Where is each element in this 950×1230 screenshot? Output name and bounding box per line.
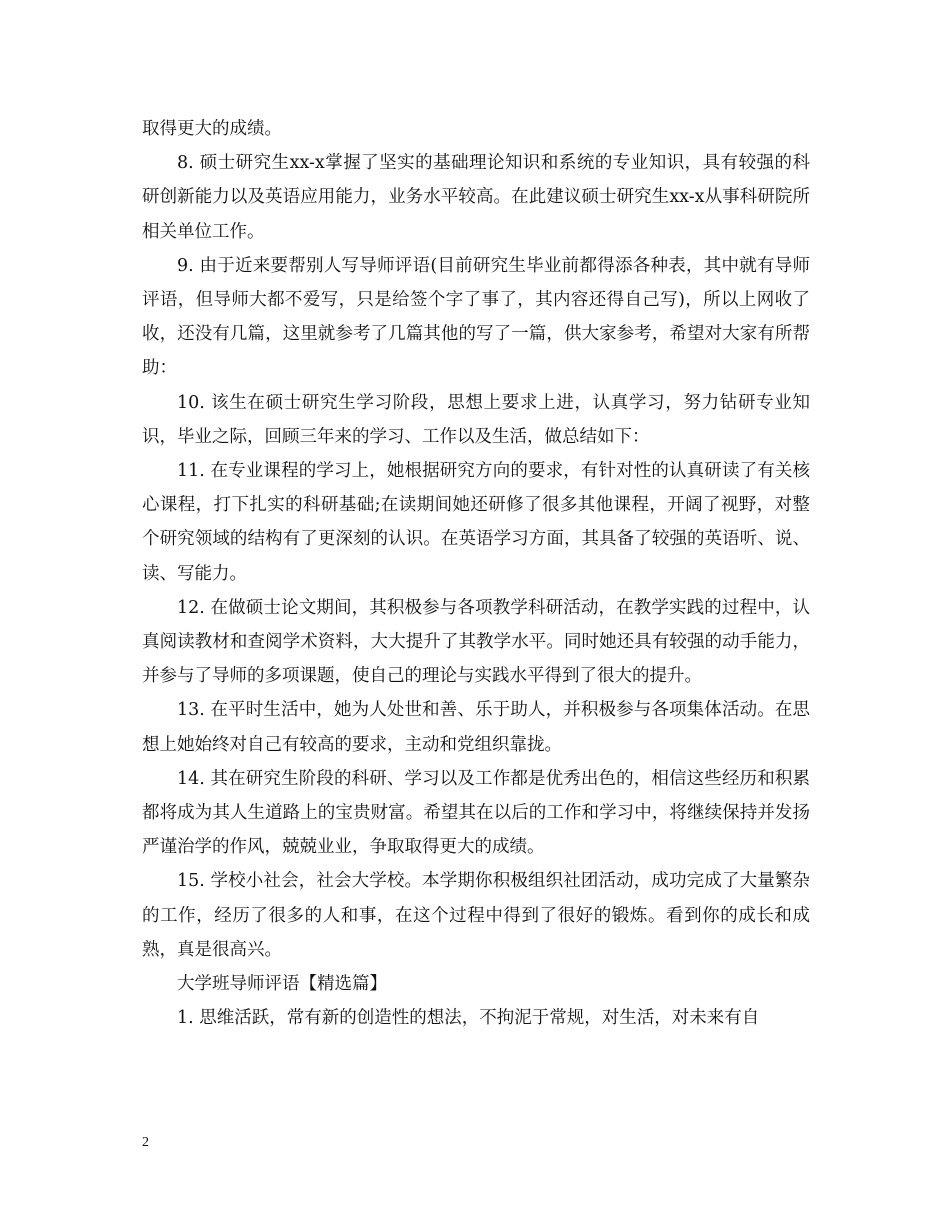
- paragraph-item-1: 1. 思维活跃，常有新的创造性的想法，不拘泥于常规，对生活，对未来有自: [177, 1008, 760, 1029]
- paragraph-item-10: 10. 该生在硕士研究生学习阶段，思想上要求上进，认真学习，努力钻研专业知识，毕业之际，回顾三年来的学习、工作以及生活，做总结如下：: [142, 392, 810, 447]
- page-number: 2: [142, 1135, 149, 1150]
- paragraph-item-11: 11. 在专业课程的学习上，她根据研究方向的要求，有针对性的认真研读了有关核心课程，打下扎实的科研基础;在读期间她还研修了很多其他课程，开阔了视野，对整个研究领域的结构有了更深刻的认识。在英语学习方面，其具备了较强的英语听、说、读、写能力。: [142, 461, 810, 584]
- paragraph-item-13: 13. 在平时生活中，她为人处世和善、乐于助人，并积极参与各项集体活动。在思想上她始终对自己有较高的要求，主动和党组织靠拢。: [142, 700, 810, 755]
- document-body: [142, 112, 810, 1035]
- paragraph-item-12: 12. 在做硕士论文期间，其积极参与各项教学科研活动，在教学实践的过程中，认真阅读教材和查阅学术资料，大大提升了其教学水平。同时她还具有较强的动手能力，并参与了导师的多项课题，使自己的理论与实践水平得到了很大的提升。: [142, 597, 810, 687]
- section-heading: 大学班导师评语【精选篇】: [177, 974, 387, 995]
- paragraph-item-8: 8. 硕士研究生xx-x掌握了坚实的基础理论知识和系统的专业知识，具有较强的科研创新能力以及英语应用能力，业务水平较高。在此建议硕士研究生xx-x从事科研院所相关单位工作。: [142, 153, 810, 242]
- paragraph-item-14: 14. 其在研究生阶段的科研、学习以及工作都是优秀出色的，相信这些经历和积累都将成为其人生道路上的宝贵财富。希望其在以后的工作和学习中，将继续保持并发扬严谨治学的作风，兢兢业业，争取取得更大的成绩。: [142, 768, 810, 858]
- paragraph-item-15: 15. 学校小社会，社会大学校。本学期你积极组织社团活动，成功完成了大量繁杂的工作，经历了很多的人和事，在这个过程中得到了很好的锻炼。看到你的成长和成熟，真是很高兴。: [142, 871, 810, 960]
- paragraph-continuation: 取得更大的成绩。: [142, 119, 282, 139]
- paragraph-item-9: 9. 由于近来要帮别人写导师评语(目前研究生毕业前都得添各种表，其中就有导师评语，但导师大都不爱写，只是给签个字了事了，其内容还得自己写)，所以上网收了收，还没有几篇，这里就参考了几篇其他的写了一篇，供大家参考，希望对大家有所帮助：: [142, 255, 810, 379]
